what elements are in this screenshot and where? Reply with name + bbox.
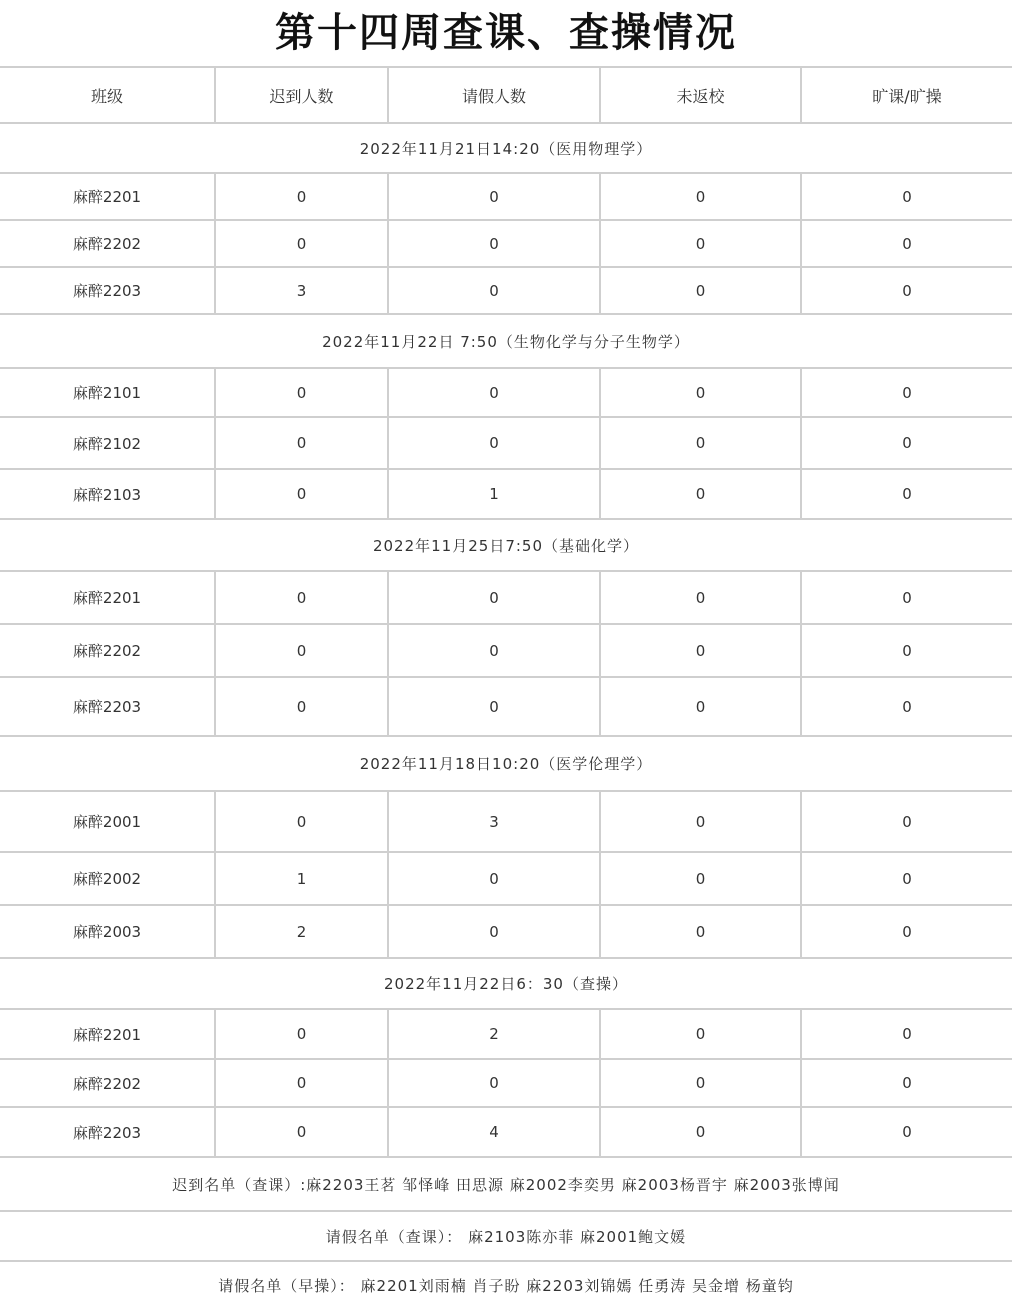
cell-class: 麻醉2101 [0,368,215,417]
cell-absent: 0 [801,1009,1012,1059]
cell-not-returned: 0 [600,267,801,314]
cell-leave: 0 [388,417,600,469]
cell-late: 0 [215,469,388,519]
cell-class: 麻醉2202 [0,1059,215,1107]
cell-class: 麻醉2202 [0,220,215,267]
cell-leave: 0 [388,905,600,958]
cell-not-returned: 0 [600,905,801,958]
leave-list-class-note: 请假名单（查课）： 麻2103陈亦菲 麻2001鲍文媛 [0,1211,1012,1261]
cell-absent: 0 [801,267,1012,314]
cell-late: 0 [215,368,388,417]
table-row [0,267,1012,314]
header-row [0,67,1012,123]
cell-absent: 0 [801,1107,1012,1157]
cell-class: 麻醉2203 [0,267,215,314]
cell-late: 0 [215,677,388,736]
cell-late: 0 [215,173,388,220]
cell-late: 0 [215,571,388,624]
header-leave-count: 请假人数 [388,67,600,123]
cell-absent: 0 [801,220,1012,267]
note-row [0,1211,1012,1261]
cell-not-returned: 0 [600,677,801,736]
cell-absent: 0 [801,173,1012,220]
cell-late: 0 [215,1107,388,1157]
late-list-note: 迟到名单（查课）:麻2203王茗 邹怿峰 田思源 麻2002李奕男 麻2003杨晋宇 麻2003张博闻 [0,1157,1012,1211]
cell-late: 0 [215,1009,388,1059]
section-row [0,123,1012,173]
cell-late: 0 [215,624,388,677]
cell-not-returned: 0 [600,1107,801,1157]
section-label: 2022年11月21日14:20（医用物理学） [0,123,1012,173]
cell-absent: 0 [801,624,1012,677]
cell-absent: 0 [801,677,1012,736]
leave-list-exercise-note: 请假名单（早操）： 麻2201刘雨楠 肖子盼 麻2203刘锦嫣 任勇涛 吴金增 杨童钧 [0,1261,1012,1309]
cell-class: 麻醉2103 [0,469,215,519]
cell-leave: 4 [388,1107,600,1157]
note-row [0,1157,1012,1211]
table-row [0,624,1012,677]
cell-leave: 0 [388,852,600,905]
cell-class: 麻醉2203 [0,1107,215,1157]
section-row [0,736,1012,791]
section-label: 2022年11月25日7:50（基础化学） [0,519,1012,571]
note-row [0,1261,1012,1309]
cell-not-returned: 0 [600,791,801,852]
cell-not-returned: 0 [600,417,801,469]
cell-absent: 0 [801,905,1012,958]
header-not-returned: 未返校 [600,67,801,123]
table-row [0,1009,1012,1059]
cell-late: 0 [215,417,388,469]
table-row [0,220,1012,267]
cell-class: 麻醉2201 [0,571,215,624]
table-row [0,417,1012,469]
cell-late: 0 [215,1059,388,1107]
section-row [0,958,1012,1009]
table-row [0,791,1012,852]
section-row [0,519,1012,571]
cell-class: 麻醉2002 [0,852,215,905]
section-label: 2022年11月18日10:20（医学伦理学） [0,736,1012,791]
header-late-count: 迟到人数 [215,67,388,123]
section-label: 2022年11月22日6：30（查操） [0,958,1012,1009]
cell-late: 0 [215,791,388,852]
cell-leave: 3 [388,791,600,852]
cell-not-returned: 0 [600,469,801,519]
cell-leave: 0 [388,267,600,314]
cell-not-returned: 0 [600,1059,801,1107]
cell-not-returned: 0 [600,852,801,905]
cell-class: 麻醉2202 [0,624,215,677]
header-class: 班级 [0,67,215,123]
cell-not-returned: 0 [600,1009,801,1059]
cell-absent: 0 [801,1059,1012,1107]
header-absent: 旷课/旷操 [801,67,1012,123]
cell-leave: 0 [388,220,600,267]
cell-leave: 0 [388,624,600,677]
table-row [0,173,1012,220]
table-row [0,677,1012,736]
page-title: 第十四周查课、查操情况 [275,9,737,56]
table-row [0,905,1012,958]
cell-not-returned: 0 [600,220,801,267]
cell-late: 2 [215,905,388,958]
cell-absent: 0 [801,571,1012,624]
cell-leave: 0 [388,1059,600,1107]
cell-class: 麻醉2102 [0,417,215,469]
cell-leave: 0 [388,173,600,220]
cell-class: 麻醉2003 [0,905,215,958]
cell-late: 0 [215,220,388,267]
cell-not-returned: 0 [600,624,801,677]
cell-leave: 1 [388,469,600,519]
table-row [0,571,1012,624]
cell-absent: 0 [801,368,1012,417]
cell-not-returned: 0 [600,571,801,624]
cell-absent: 0 [801,469,1012,519]
table-row [0,852,1012,905]
cell-leave: 0 [388,368,600,417]
cell-leave: 0 [388,677,600,736]
attendance-table [0,66,1012,1309]
cell-late: 3 [215,267,388,314]
cell-absent: 0 [801,417,1012,469]
cell-leave: 2 [388,1009,600,1059]
cell-late: 1 [215,852,388,905]
section-label: 2022年11月22日 7:50（生物化学与分子生物学） [0,314,1012,368]
table-row [0,1107,1012,1157]
cell-class: 麻醉2203 [0,677,215,736]
table-row [0,368,1012,417]
cell-not-returned: 0 [600,368,801,417]
cell-not-returned: 0 [600,173,801,220]
table-row [0,1059,1012,1107]
table-row [0,469,1012,519]
cell-class: 麻醉2201 [0,173,215,220]
cell-absent: 0 [801,852,1012,905]
cell-absent: 0 [801,791,1012,852]
cell-class: 麻醉2001 [0,791,215,852]
cell-class: 麻醉2201 [0,1009,215,1059]
section-row [0,314,1012,368]
cell-leave: 0 [388,571,600,624]
